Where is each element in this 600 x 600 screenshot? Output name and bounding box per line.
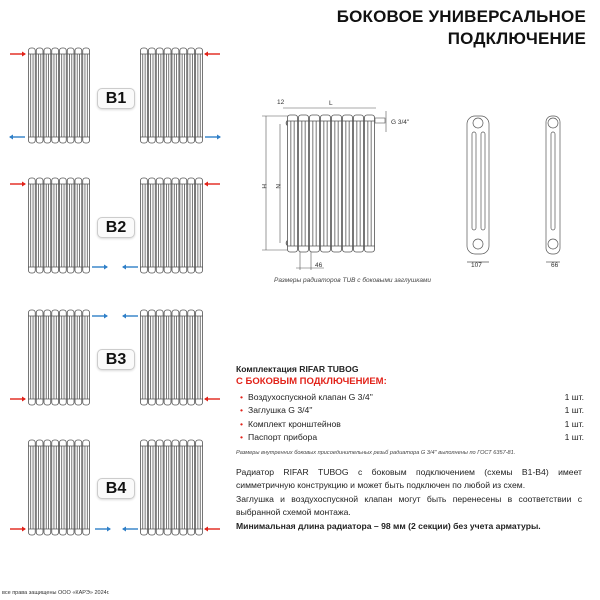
dim-H: H <box>260 184 267 189</box>
thread-note: Размеры внутренних боковых присоединительных резьб радиатора G 3/4'' выполнены по ГОСТ 6357-81. <box>236 450 516 456</box>
title-line-1: БОКОВОЕ УНИВЕРСАЛЬНОЕ <box>336 7 586 26</box>
kit-subheading: С БОКОВЫМ ПОДКЛЮЧЕНИЕМ: <box>236 376 387 387</box>
dim-L: L <box>329 100 333 107</box>
kit-item-qty: 1 шт. <box>564 405 584 416</box>
bullet-icon: • <box>240 391 244 402</box>
drawing-caption: Размеры радиаторов TUB с боковыми заглушками <box>274 277 432 284</box>
kit-heading: Комплектация RIFAR TUBOG <box>236 364 359 374</box>
title-line-2: ПОДКЛЮЧЕНИЕ <box>447 29 586 48</box>
description-paragraph: Радиатор RIFAR TUBOG с боковым подключением (схемы B1-B4) имеет симметричную конструкцию и может быть подключен по любой из схем. <box>236 467 582 491</box>
kit-item-qty: 1 шт. <box>564 418 584 429</box>
kit-item-name: Паспорт прибора <box>248 432 318 443</box>
dim-46: 46 <box>315 262 323 269</box>
kit-item <box>236 431 584 445</box>
kit-item <box>236 404 584 418</box>
kit-item <box>236 390 584 404</box>
scheme-label-b1: B1 <box>97 88 135 109</box>
scheme-label-b3: B3 <box>97 349 135 370</box>
description-paragraph: Заглушка и воздухоспускной клапан могут быть перенесены в соответствии с выбранной схемой монтажа. <box>236 493 582 518</box>
copyright-footer: все права защищены ООО «КАРЭ» 2024г. <box>2 590 110 596</box>
dim-107: 107 <box>471 262 482 269</box>
kit-item-name: Заглушка G 3/4'' <box>248 405 313 416</box>
kit-item <box>236 417 584 431</box>
kit-item-name: Воздухоспускной клапан G 3/4'' <box>248 391 373 402</box>
kit-item-name: Комплект кронштейнов <box>248 418 341 429</box>
bullet-icon: • <box>240 432 244 443</box>
description <box>236 466 582 533</box>
dim-66: 66 <box>551 262 559 269</box>
dim-12: 12 <box>277 99 285 106</box>
scheme-label-b4: B4 <box>97 478 135 499</box>
kit-item-qty: 1 шт. <box>564 432 584 443</box>
scheme-label-b2: B2 <box>97 217 135 238</box>
bullet-icon: • <box>240 405 244 416</box>
dim-thread: G 3/4'' <box>391 119 410 126</box>
description-min-length: Минимальная длина радиатора – 98 мм (2 секции) без учета арматуры. <box>236 520 541 531</box>
bullet-icon: • <box>240 418 244 429</box>
kit-item-qty: 1 шт. <box>564 391 584 402</box>
kit-section <box>236 364 584 444</box>
dim-N: N <box>274 184 281 189</box>
